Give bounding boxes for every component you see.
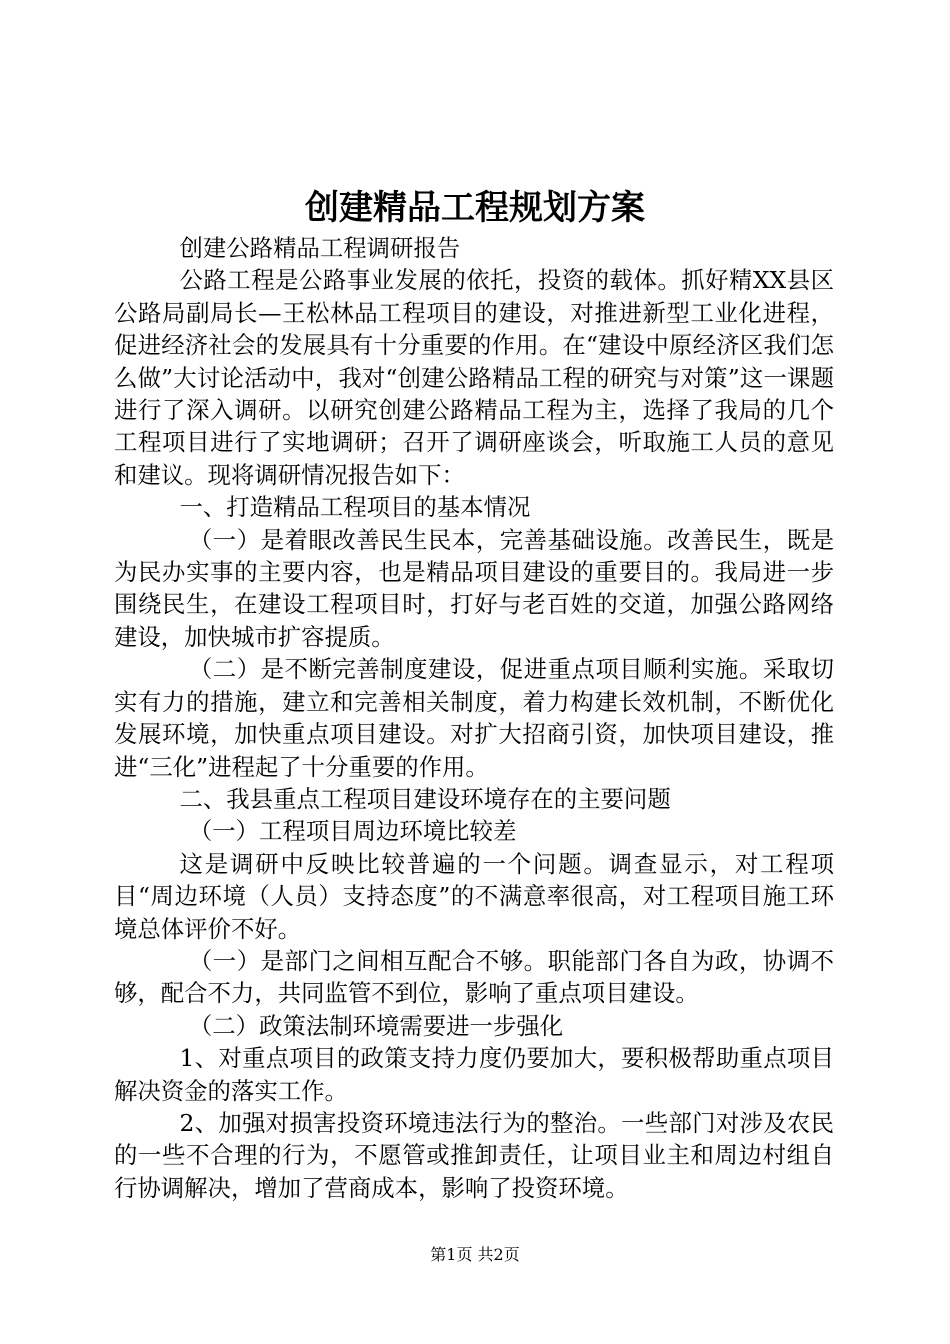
paragraph-point-2: 2、加强对损害投资环境违法行为的整治。一些部门对涉及农民的一些不合理的行为，不愿管或推卸责任，让项目业主和周边村组自行协调解决，增加了营商成本，影响了投资环境。 [114,1108,834,1202]
section-heading-2: 二、我县重点工程项目建设环境存在的主要问题 [179,784,671,813]
paragraph-report-heading: 创建公路精品工程调研报告 [179,234,461,262]
page-number-footer: 第1页 共2页 [430,1245,520,1264]
paragraph-item-1-1: （一）是着眼改善民生民本，完善基础设施。改善民生，既是为民办实事的主要内容，也是精品项目建设的重要目的。我局进一步围绕民生，在建设工程项目时，打好与老百姓的交道，加强公路网络建设，加快城市扩容提质。 [114,525,834,651]
paragraph-intro: 公路工程是公路事业发展的依托，投资的载体。抓好精XX县区公路局副局长—王松林品工程项目的建设，对推进新型工业化进程，促进经济社会的发展具有十分重要的作用。在“建设中原经济区我们怎么做”大讨论活动中，我对“创建公路精品工程的研究与对策”这一课题进行了深入调研。以研究创建公路精品工程为主，选择了我局的几个工程项目进行了实地调研；召开了调研座谈会，听取施工人员的意见和建议。现将调研情况报告如下： [114,266,834,489]
paragraph-survey: 这是调研中反映比较普遍的一个问题。调查显示，对工程项目“周边环境（人员）支持态度”的不满意率很高，对工程项目施工环境总体评价不好。 [114,849,834,943]
subsection-heading-2-2: （二）政策法制环境需要进一步强化 [188,1011,564,1040]
document-body [114,232,834,1204]
document-title: 创建精品工程规划方案 [305,188,645,228]
section-heading-1: 一、打造精品工程项目的基本情况 [179,493,531,522]
subsection-heading-2-1: （一）工程项目周边环境比较差 [188,817,517,846]
paragraph-item-2-1: （一）是部门之间相互配合不够。职能部门各自为政，协调不够，配合不力，共同监管不到位，影响了重点项目建设。 [114,946,834,1008]
paragraph-point-1: 1、对重点项目的政策支持力度仍要加大，要积极帮助重点项目解决资金的落实工作。 [114,1044,834,1105]
paragraph-item-1-2: （二）是不断完善制度建设，促进重点项目顺利实施。采取切实有力的措施，建立和完善相关制度，着力构建长效机制，不断优化发展环境，加快重点项目建设。对扩大招商引资，加快项目建设，推进“三化”进程起了十分重要的作用。 [114,655,834,781]
